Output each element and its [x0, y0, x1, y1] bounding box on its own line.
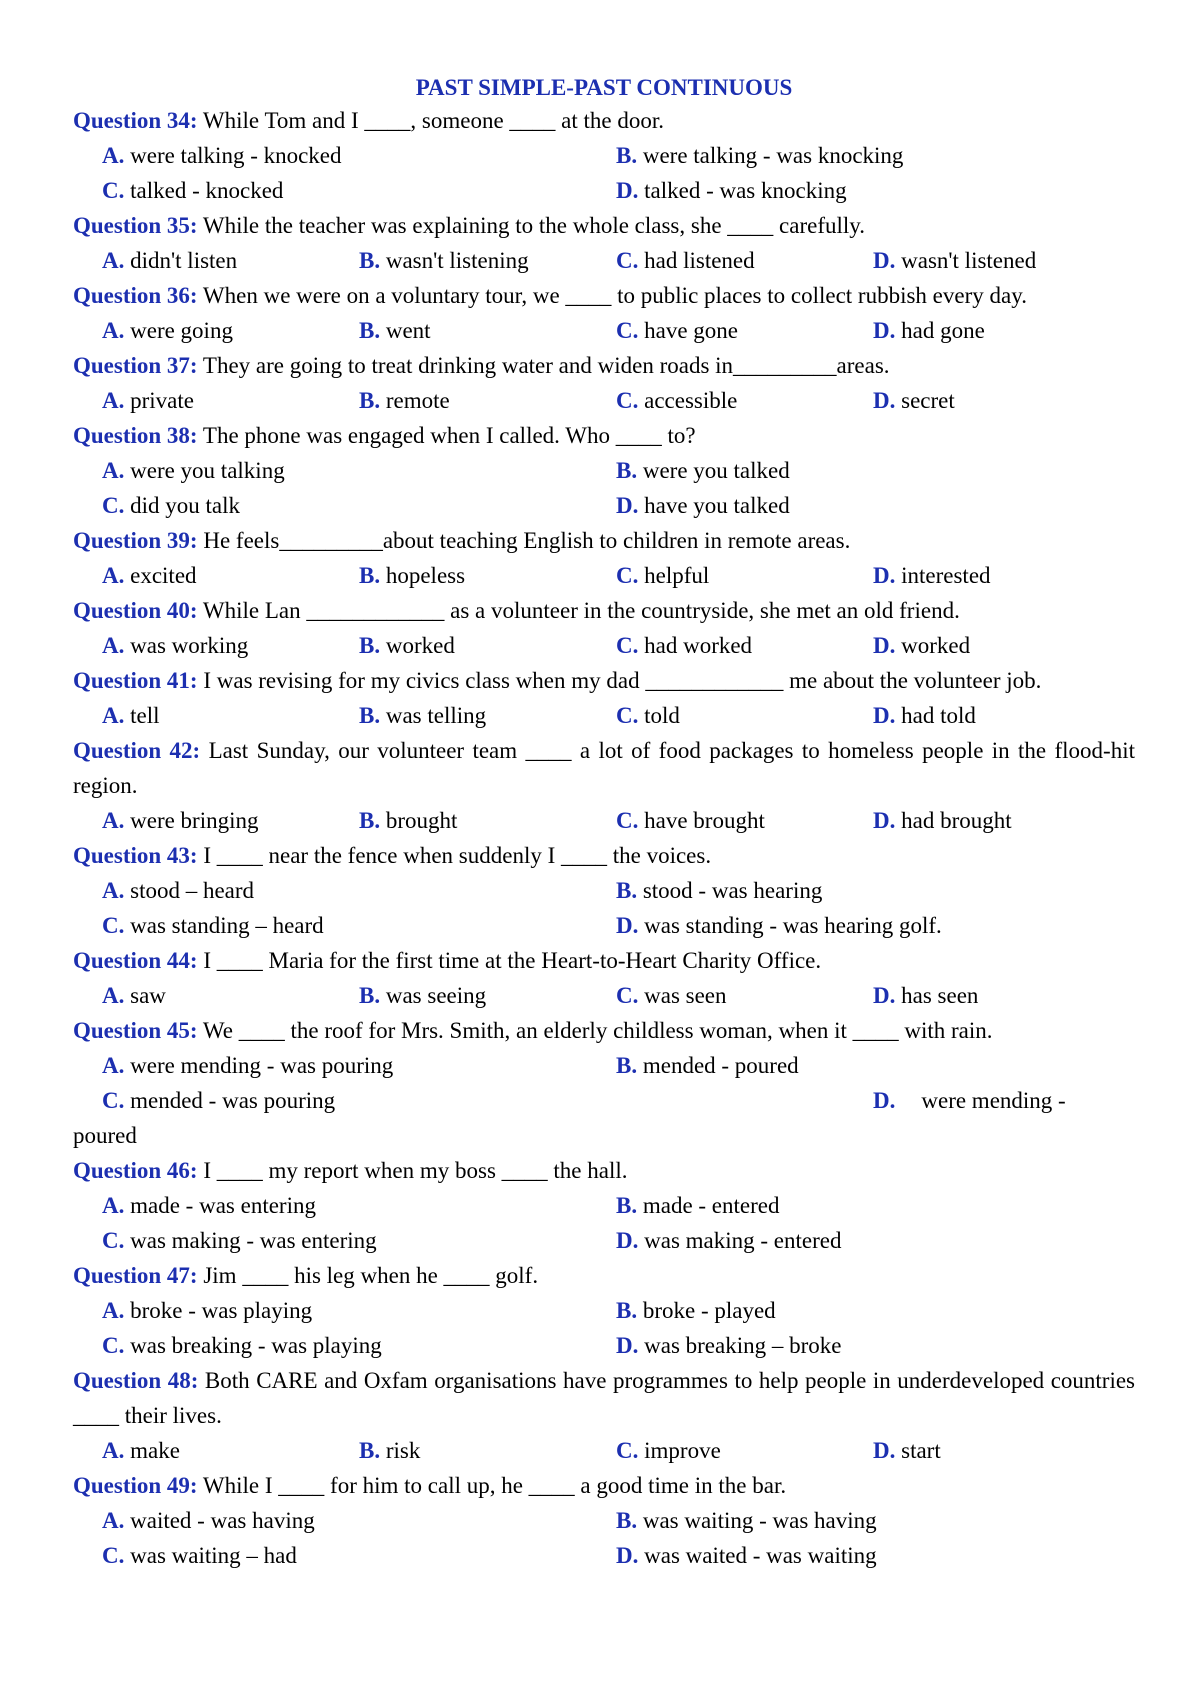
option-letter: A.: [102, 703, 125, 728]
option-text: told: [638, 703, 680, 728]
option-text: was making - entered: [638, 1228, 842, 1253]
option-b[interactable]: [616, 1503, 877, 1538]
option-letter: A.: [102, 388, 125, 413]
option-a[interactable]: [102, 1293, 616, 1328]
option-text: have gone: [638, 318, 739, 343]
question: [73, 103, 1135, 138]
option-b[interactable]: [359, 243, 616, 278]
question-text: I ____ Maria for the first time at the Heart-to-Heart Charity Office.: [197, 948, 822, 973]
worksheet: [73, 70, 1135, 1573]
option-letter: A.: [102, 248, 125, 273]
option-letter: C.: [616, 703, 639, 728]
option-b[interactable]: [616, 1293, 776, 1328]
option-c[interactable]: [102, 1538, 616, 1573]
question-text: Last Sunday, our volunteer team ____ a lot of food packages to homeless people in the flood-hit region.: [73, 738, 1135, 798]
option-text: mended - poured: [637, 1053, 799, 1078]
option-letter: B.: [359, 318, 381, 343]
options-row: [73, 1538, 1135, 1573]
question: [73, 593, 1135, 628]
option-d[interactable]: [616, 908, 942, 943]
option-b[interactable]: [616, 138, 903, 173]
option-c[interactable]: [616, 628, 873, 663]
option-a[interactable]: [102, 383, 359, 418]
option-text: broke - was playing: [124, 1298, 313, 1323]
option-text: had brought: [895, 808, 1012, 833]
option-letter: D.: [873, 633, 896, 658]
option-letter: D.: [873, 983, 896, 1008]
question-label: Question 40:: [73, 598, 198, 623]
question: [73, 1258, 1135, 1293]
option-text: helpful: [638, 563, 710, 588]
option-letter: B.: [359, 248, 381, 273]
option-text: was waiting - was having: [637, 1508, 877, 1533]
option-text: was seen: [638, 983, 727, 1008]
question-label: Question 38:: [73, 423, 198, 448]
option-b[interactable]: [359, 558, 616, 593]
option-d[interactable]: [873, 628, 970, 663]
option-c[interactable]: [616, 978, 873, 1013]
option-text: were bringing: [124, 808, 259, 833]
question-label: Question 47:: [73, 1263, 198, 1288]
option-a[interactable]: [102, 978, 359, 1013]
option-d[interactable]: [616, 1223, 841, 1258]
question-text: I ____ near the fence when suddenly I ____ the voices.: [197, 843, 712, 868]
question: [73, 208, 1135, 243]
question: [73, 663, 1135, 698]
option-a[interactable]: [102, 628, 359, 663]
option-d[interactable]: [873, 383, 955, 418]
option-c[interactable]: [102, 173, 616, 208]
option-letter: B.: [616, 878, 638, 903]
option-text: was breaking - was playing: [124, 1333, 382, 1358]
option-letter: D.: [873, 388, 896, 413]
option-c[interactable]: [616, 243, 873, 278]
option-d[interactable]: [616, 1328, 841, 1363]
option-b[interactable]: [359, 1433, 616, 1468]
option-a[interactable]: [102, 873, 616, 908]
options-row: [73, 488, 1135, 523]
question-label: Question 48:: [73, 1368, 199, 1393]
question: [73, 418, 1135, 453]
option-text: was waited - was waiting: [638, 1543, 877, 1568]
question: [73, 1013, 1135, 1048]
option-letter: A.: [102, 983, 125, 1008]
option-text: interested: [895, 563, 991, 588]
option-letter: D.: [616, 493, 639, 518]
option-text: was telling: [380, 703, 487, 728]
option-text: was standing - was hearing golf.: [638, 913, 942, 938]
question-label: Question 45:: [73, 1018, 198, 1043]
option-b[interactable]: [359, 978, 616, 1013]
option-text: were mending - was pouring: [124, 1053, 394, 1078]
option-text: had listened: [638, 248, 755, 273]
option-c[interactable]: [102, 908, 616, 943]
option-text: start: [895, 1438, 941, 1463]
option-letter: A.: [102, 808, 125, 833]
question-text: We ____ the roof for Mrs. Smith, an elderly childless woman, when it ____ with rain.: [197, 1018, 993, 1043]
option-letter: D.: [616, 1333, 639, 1358]
question-text: While I ____ for him to call up, he ____ a good time in the bar.: [197, 1473, 787, 1498]
question-text: While Tom and I ____, someone ____ at the door.: [197, 108, 665, 133]
option-letter: D.: [873, 1438, 896, 1463]
option-letter: C.: [616, 1438, 639, 1463]
option-text: wasn't listened: [895, 248, 1037, 273]
option-b[interactable]: [359, 628, 616, 663]
option-letter: C.: [616, 388, 639, 413]
option-text: went: [380, 318, 431, 343]
option-text: were talking - was knocking: [637, 143, 904, 168]
options-row: [73, 1503, 1135, 1538]
question: [73, 838, 1135, 873]
question: [73, 523, 1135, 558]
option-letter: C.: [102, 1088, 125, 1113]
option-b[interactable]: [616, 1188, 780, 1223]
option-d[interactable]: [873, 698, 976, 733]
option-d-continuation: poured: [73, 1123, 137, 1148]
option-text: improve: [638, 1438, 721, 1463]
option-text: had gone: [895, 318, 985, 343]
page-title: PAST SIMPLE-PAST CONTINUOUS: [415, 75, 793, 100]
option-text: saw: [124, 983, 166, 1008]
option-b[interactable]: [359, 803, 616, 838]
option-d[interactable]: [873, 803, 1012, 838]
question: [73, 1153, 1135, 1188]
option-letter: B.: [359, 1438, 381, 1463]
option-letter: A.: [102, 1298, 125, 1323]
option-letter: C.: [616, 563, 639, 588]
options-row: [73, 908, 1135, 943]
option-letter: B.: [359, 703, 381, 728]
question-text: While the teacher was explaining to the whole class, she ____ carefully.: [197, 213, 866, 238]
option-letter: A.: [102, 633, 125, 658]
option-letter: B.: [359, 563, 381, 588]
option-c[interactable]: [616, 803, 873, 838]
option-letter: A.: [102, 1193, 125, 1218]
option-text: had told: [895, 703, 976, 728]
options-row: [73, 1328, 1135, 1363]
option-text: were mending -: [921, 1088, 1066, 1113]
options-row: [73, 383, 1135, 418]
option-b[interactable]: [359, 383, 616, 418]
option-b[interactable]: [616, 873, 822, 908]
option-text: had worked: [638, 633, 753, 658]
question: [73, 278, 1135, 313]
question: [73, 1468, 1135, 1503]
option-a[interactable]: [102, 803, 359, 838]
option-a[interactable]: [102, 558, 359, 593]
options-row: [73, 628, 1135, 663]
option-letter: D.: [873, 1088, 896, 1113]
options-row: [73, 173, 1135, 208]
question: [73, 733, 1135, 803]
option-letter: C.: [102, 1333, 125, 1358]
question-label: Question 34:: [73, 108, 198, 133]
option-d[interactable]: [873, 243, 1036, 278]
option-text: was standing – heard: [124, 913, 324, 938]
option-d[interactable]: [873, 978, 978, 1013]
option-a[interactable]: [102, 1503, 616, 1538]
options-row: [73, 873, 1135, 908]
option-letter: A.: [102, 1438, 125, 1463]
option-text: was breaking – broke: [638, 1333, 842, 1358]
option-text: brought: [380, 808, 458, 833]
question-label: Question 39:: [73, 528, 198, 553]
options-row: [73, 313, 1135, 348]
option-c[interactable]: [102, 1083, 873, 1118]
option-letter: C.: [616, 318, 639, 343]
option-letter: D.: [616, 913, 639, 938]
option-letter: A.: [102, 1053, 125, 1078]
option-letter: C.: [616, 983, 639, 1008]
option-letter: C.: [616, 633, 639, 658]
options-row: [73, 453, 1135, 488]
option-text: private: [124, 388, 194, 413]
option-a[interactable]: [102, 1048, 616, 1083]
option-text: secret: [895, 388, 955, 413]
options-row: [73, 1083, 1135, 1118]
option-d[interactable]: [616, 1538, 877, 1573]
option-a[interactable]: [102, 453, 616, 488]
question-text: While Lan ____________ as a volunteer in the countryside, she met an old friend.: [197, 598, 960, 623]
option-text: did you talk: [124, 493, 241, 518]
option-letter: C.: [102, 913, 125, 938]
option-letter: B.: [359, 633, 381, 658]
options-row: [73, 138, 1135, 173]
question-label: Question 35:: [73, 213, 198, 238]
option-text: was making - was entering: [124, 1228, 377, 1253]
options-row: [73, 1048, 1135, 1083]
question-text: Jim ____ his leg when he ____ golf.: [197, 1263, 539, 1288]
option-b[interactable]: [616, 1048, 799, 1083]
question-text: I ____ my report when my boss ____ the hall.: [197, 1158, 628, 1183]
option-text: were you talking: [124, 458, 285, 483]
question: [73, 348, 1135, 383]
option-text: made - was entering: [124, 1193, 316, 1218]
option-a[interactable]: [102, 1188, 616, 1223]
option-text: didn't listen: [124, 248, 238, 273]
option-b[interactable]: [359, 313, 616, 348]
option-d[interactable]: [616, 488, 790, 523]
option-d[interactable]: [873, 1083, 1130, 1118]
option-c[interactable]: [102, 1223, 616, 1258]
option-text: was working: [124, 633, 249, 658]
option-text: make: [124, 1438, 180, 1463]
option-letter: A.: [102, 458, 125, 483]
option-letter: B.: [359, 983, 381, 1008]
option-text: risk: [380, 1438, 421, 1463]
option-text: made - entered: [637, 1193, 780, 1218]
options-row: [73, 1293, 1135, 1328]
options-row: [73, 1223, 1135, 1258]
question-text: The phone was engaged when I called. Who ____ to?: [197, 423, 696, 448]
option-a[interactable]: [102, 313, 359, 348]
option-d[interactable]: [616, 173, 847, 208]
option-letter: C.: [102, 1228, 125, 1253]
question-text: He feels_________about teaching English to children in remote areas.: [197, 528, 851, 553]
option-a[interactable]: [102, 1433, 359, 1468]
option-letter: A.: [102, 143, 125, 168]
question-label: Question 44:: [73, 948, 198, 973]
option-text: was waiting – had: [124, 1543, 297, 1568]
option-text: broke - played: [637, 1298, 776, 1323]
option-text: waited - was having: [124, 1508, 315, 1533]
option-b[interactable]: [359, 698, 616, 733]
option-letter: B.: [616, 1193, 638, 1218]
option-text: hopeless: [380, 563, 466, 588]
option-letter: B.: [359, 388, 381, 413]
options-row: [73, 698, 1135, 733]
option-text: talked - was knocking: [638, 178, 847, 203]
option-letter: D.: [616, 178, 639, 203]
option-b[interactable]: [616, 453, 790, 488]
option-c[interactable]: [616, 383, 873, 418]
option-text: have you talked: [638, 493, 790, 518]
question-text: I was revising for my civics class when my dad ____________ me about the volunteer job.: [197, 668, 1042, 693]
option-c[interactable]: [616, 1433, 873, 1468]
option-letter: B.: [616, 1053, 638, 1078]
option-letter: B.: [616, 458, 638, 483]
option-letter: B.: [359, 808, 381, 833]
option-letter: A.: [102, 318, 125, 343]
option-a[interactable]: [102, 243, 359, 278]
option-c[interactable]: [102, 1328, 616, 1363]
option-letter: A.: [102, 563, 125, 588]
options-row: [73, 803, 1135, 838]
options-row: [73, 1433, 1135, 1468]
option-letter: C.: [616, 248, 639, 273]
option-letter: A.: [102, 1508, 125, 1533]
option-letter: D.: [873, 703, 896, 728]
option-text: excited: [124, 563, 197, 588]
question-label: Question 46:: [73, 1158, 198, 1183]
option-letter: D.: [616, 1228, 639, 1253]
option-text: were going: [124, 318, 233, 343]
option-text: worked: [380, 633, 455, 658]
option-text: stood – heard: [124, 878, 255, 903]
option-letter: C.: [102, 178, 125, 203]
question-label: Question 41:: [73, 668, 198, 693]
option-text: were you talked: [637, 458, 790, 483]
option-letter: B.: [616, 143, 638, 168]
option-text: accessible: [638, 388, 738, 413]
option-text: remote: [380, 388, 450, 413]
option-letter: D.: [873, 808, 896, 833]
option-d[interactable]: [873, 1433, 941, 1468]
option-letter: C.: [616, 808, 639, 833]
question: [73, 943, 1135, 978]
option-c[interactable]: [616, 698, 873, 733]
option-c[interactable]: [616, 313, 873, 348]
option-text: talked - knocked: [124, 178, 284, 203]
question-label: Question 37:: [73, 353, 198, 378]
options-row: [73, 243, 1135, 278]
option-d[interactable]: [873, 558, 991, 593]
question-label: Question 42:: [73, 738, 201, 763]
option-text: worked: [895, 633, 971, 658]
option-letter: D.: [873, 248, 896, 273]
question-label: Question 43:: [73, 843, 198, 868]
option-text: tell: [124, 703, 160, 728]
option-text: was seeing: [380, 983, 487, 1008]
question-text: When we were on a voluntary tour, we ____ to public places to collect rubbish every day.: [197, 283, 1027, 308]
option-letter: C.: [102, 1543, 125, 1568]
question-text: They are going to treat drinking water and widen roads in_________areas.: [197, 353, 890, 378]
options-row: [73, 1188, 1135, 1223]
question-label: Question 36:: [73, 283, 198, 308]
option-text: have brought: [638, 808, 765, 833]
option-a[interactable]: [102, 138, 616, 173]
option-letter: D.: [616, 1543, 639, 1568]
option-letter: B.: [616, 1508, 638, 1533]
option-c[interactable]: [616, 558, 873, 593]
option-text: were talking - knocked: [124, 143, 342, 168]
question-label: Question 49:: [73, 1473, 198, 1498]
question: [73, 1363, 1135, 1433]
option-text: stood - was hearing: [637, 878, 823, 903]
option-text: mended - was pouring: [124, 1088, 336, 1113]
option-a[interactable]: [102, 698, 359, 733]
option-text: has seen: [895, 983, 979, 1008]
options-row: [73, 558, 1135, 593]
option-letter: D.: [873, 563, 896, 588]
option-letter: B.: [616, 1298, 638, 1323]
option-letter: C.: [102, 493, 125, 518]
option-letter: D.: [873, 318, 896, 343]
question-text: Both CARE and Oxfam organisations have programmes to help people in underdeveloped countries ____ their lives.: [73, 1368, 1136, 1428]
option-d[interactable]: [873, 313, 985, 348]
option-text: wasn't listening: [380, 248, 529, 273]
option-c[interactable]: [102, 488, 616, 523]
option-letter: A.: [102, 878, 125, 903]
options-row: [73, 978, 1135, 1013]
